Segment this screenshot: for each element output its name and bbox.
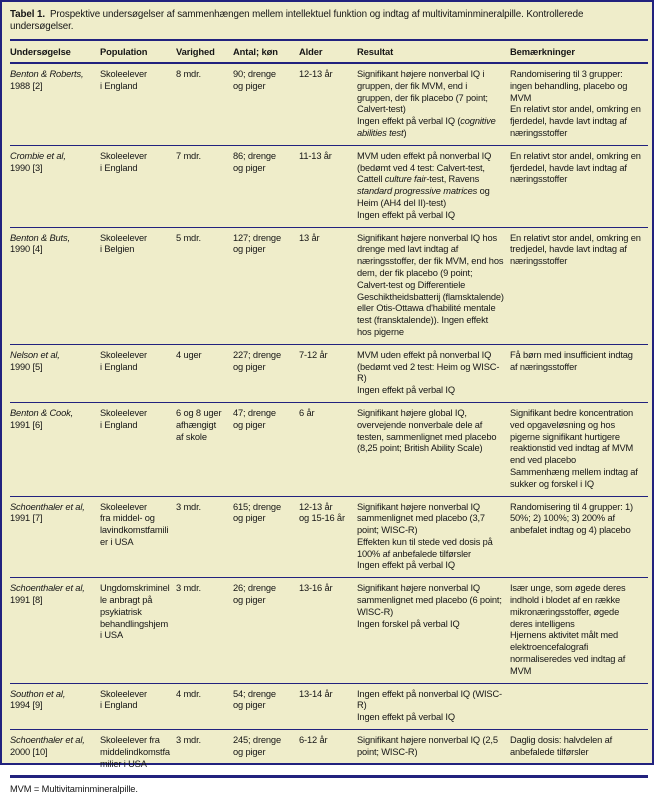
cell-count-sex: 90; drenge og piger xyxy=(233,63,299,145)
cell-duration: 5 mdr. xyxy=(176,227,233,344)
cell-count-sex: 227; drenge og piger xyxy=(233,344,299,402)
cell-result: Signifikant højere nonverbal IQ hos drenge med lavt indtag af næringsstoffer, der fik MVM, end hos dem, der fik placebo (9 point; Calvert-test og Differentiele Geschiktheidsbatterij (flamsktalende) eller Otis-Ottawa d'habilité mentale test (fransktalende)). Ingen effekt hos pigerne xyxy=(357,227,510,344)
cell-duration: 8 mdr. xyxy=(176,63,233,145)
cell-remarks: Få børn med insufficient indtag af næringsstoffer xyxy=(510,344,648,402)
cell-population: Skoleelever i Belgien xyxy=(100,227,176,344)
cell-population: Skoleelever i England xyxy=(100,344,176,402)
cell-study: Nelson et al, 1990 [5] xyxy=(10,344,100,402)
table-row xyxy=(10,63,648,145)
table-row xyxy=(10,578,648,683)
cell-result: Signifikant højere nonverbal IQ i gruppen, der fik MVM, end i gruppen, der fik placebo (7 point; Calvert-test) Ingen effekt på verbal IQ (cognitive abilities test) xyxy=(357,63,510,145)
cell-remarks: Randomisering til 3 grupper: ingen behandling, placebo og MVM En relativt stor andel, omkring en fjerdedel, havde lavt indtag af næringsstoffer xyxy=(510,63,648,145)
table-title-label: Tabel 1. xyxy=(10,9,45,20)
cell-age: 11-13 år xyxy=(299,145,357,227)
cell-duration: 3 mdr. xyxy=(176,730,233,777)
cell-remarks: Især unge, som øgede deres indhold i blodet af en række mikronæringsstoffer, øgede deres intelligens Hjernens aktivitet målt med elektroencefalografi normaliseredes ved indtag af MVM xyxy=(510,578,648,683)
cell-duration: 3 mdr. xyxy=(176,578,233,683)
cell-duration: 4 mdr. xyxy=(176,683,233,729)
cell-count-sex: 47; drenge og piger xyxy=(233,402,299,496)
cell-duration: 6 og 8 uger afhængigt af skole xyxy=(176,402,233,496)
column-header-population: Population xyxy=(100,40,176,63)
cell-result: Signifikant højere global IQ, overvejende nonverbale dele af testen, sammenlignet med placebo (8,25 point; British Ability Scale) xyxy=(357,402,510,496)
cell-population: Skoleelever i England xyxy=(100,63,176,145)
column-header-resultat: Resultat xyxy=(357,40,510,63)
table-row xyxy=(10,683,648,729)
cell-study: Schoenthaler et al, 2000 [10] xyxy=(10,730,100,777)
cell-result: Signifikant højere nonverbal IQ sammenlignet med placebo (3,7 point; WISC-R) Effekten kun til stede ved dosis på 100% af anbefalede tilførsler Ingen effekt på verbal IQ xyxy=(357,496,510,578)
cell-population: Skoleelever i England xyxy=(100,683,176,729)
table-row xyxy=(10,227,648,344)
table-title-text: Prospektive undersøgelser af sammenhængen mellem intellektuel funktion og indtag af multivitaminmineralpille. Kontrollerede undersøgelser. xyxy=(10,9,584,32)
cell-duration: 3 mdr. xyxy=(176,496,233,578)
cell-remarks xyxy=(510,683,648,729)
cell-result: Ingen effekt på nonverbal IQ (WISC-R) Ingen effekt på verbal IQ xyxy=(357,683,510,729)
cell-remarks: Signifikant bedre koncentration ved opgaveløsning og hos pigerne signifikant hurtigere reaktionstid ved indtag af MVM end ved placebo Sammenhæng mellem indtag af sukker og forskel i IQ xyxy=(510,402,648,496)
column-header-bemaerkninger: Bemærkninger xyxy=(510,40,648,63)
cell-result: MVM uden effekt på nonverbal IQ (bedømt ved 2 test: Heim og WISC-R) Ingen effekt på verbal IQ xyxy=(357,344,510,402)
cell-study: Benton & Roberts, 1988 [2] xyxy=(10,63,100,145)
cell-duration: 7 mdr. xyxy=(176,145,233,227)
cell-count-sex: 127; drenge og piger xyxy=(233,227,299,344)
cell-result: MVM uden effekt på nonverbal IQ (bedømt ved 4 test: Calvert-test, Cattell culture fair-test, Ravens standard progressive matrices og Heim (AH4 del II)-test) Ingen effekt på verbal IQ xyxy=(357,145,510,227)
column-header-alder: Alder xyxy=(299,40,357,63)
cell-population: Skoleelever i England xyxy=(100,402,176,496)
cell-count-sex: 54; drenge og piger xyxy=(233,683,299,729)
cell-age: 6 år xyxy=(299,402,357,496)
column-header-antal-kon: Antal; køn xyxy=(233,40,299,63)
cell-population: Skoleelever i England xyxy=(100,145,176,227)
results-table xyxy=(10,39,648,778)
cell-study: Schoenthaler et al, 1991 [7] xyxy=(10,496,100,578)
cell-age: 12-13 år og 15-16 år xyxy=(299,496,357,578)
table-header-row xyxy=(10,40,648,63)
cell-age: 13-16 år xyxy=(299,578,357,683)
table-row xyxy=(10,496,648,578)
cell-study: Benton & Cook, 1991 [6] xyxy=(10,402,100,496)
cell-count-sex: 245; drenge og piger xyxy=(233,730,299,777)
cell-age: 7-12 år xyxy=(299,344,357,402)
cell-remarks: Daglig dosis: halvdelen af anbefalede tilførsler xyxy=(510,730,648,777)
cell-remarks: Randomisering til 4 grupper: 1) 50%; 2) 100%; 3) 200% af anbefalet indtag og 4) placebo xyxy=(510,496,648,578)
table-row xyxy=(10,344,648,402)
cell-result: Signifikant højere nonverbal IQ (2,5 point; WISC-R) xyxy=(357,730,510,777)
cell-remarks: En relativt stor andel, omkring en fjerdedel, havde lavt indtag af næringsstoffer xyxy=(510,145,648,227)
cell-study: Southon et al, 1994 [9] xyxy=(10,683,100,729)
cell-study: Schoenthaler et al, 1991 [8] xyxy=(10,578,100,683)
cell-count-sex: 26; drenge og piger xyxy=(233,578,299,683)
cell-population: Skoleelever fra middel- og lavindkomstfamilier i USA xyxy=(100,496,176,578)
cell-duration: 4 uger xyxy=(176,344,233,402)
cell-study: Benton & Buts, 1990 [4] xyxy=(10,227,100,344)
cell-population: Ungdomskriminelle anbragt på psykiatrisk behandlingshjem i USA xyxy=(100,578,176,683)
table-row xyxy=(10,730,648,777)
cell-population: Skoleelever fra middelindkomstfamilier i USA xyxy=(100,730,176,777)
cell-count-sex: 86; drenge og piger xyxy=(233,145,299,227)
table-row xyxy=(10,402,648,496)
cell-count-sex: 615; drenge og piger xyxy=(233,496,299,578)
cell-study: Crombie et al, 1990 [3] xyxy=(10,145,100,227)
column-header-varighed: Varighed xyxy=(176,40,233,63)
cell-age: 12-13 år xyxy=(299,63,357,145)
cell-age: 13-14 år xyxy=(299,683,357,729)
table-row xyxy=(10,145,648,227)
cell-result: Signifikant højere nonverbal IQ sammenlignet med placebo (6 point; WISC-R) Ingen forskel på verbal IQ xyxy=(357,578,510,683)
table-title xyxy=(2,2,652,39)
column-header-undersogelse: Undersøgelse xyxy=(10,40,100,63)
cell-age: 13 år xyxy=(299,227,357,344)
cell-remarks: En relativt stor andel, omkring en tredjedel, havde lavt indtag af næringsstoffer xyxy=(510,227,648,344)
cell-age: 6-12 år xyxy=(299,730,357,777)
table-footnote: MVM = Multivitaminmineralpille. xyxy=(10,784,138,795)
